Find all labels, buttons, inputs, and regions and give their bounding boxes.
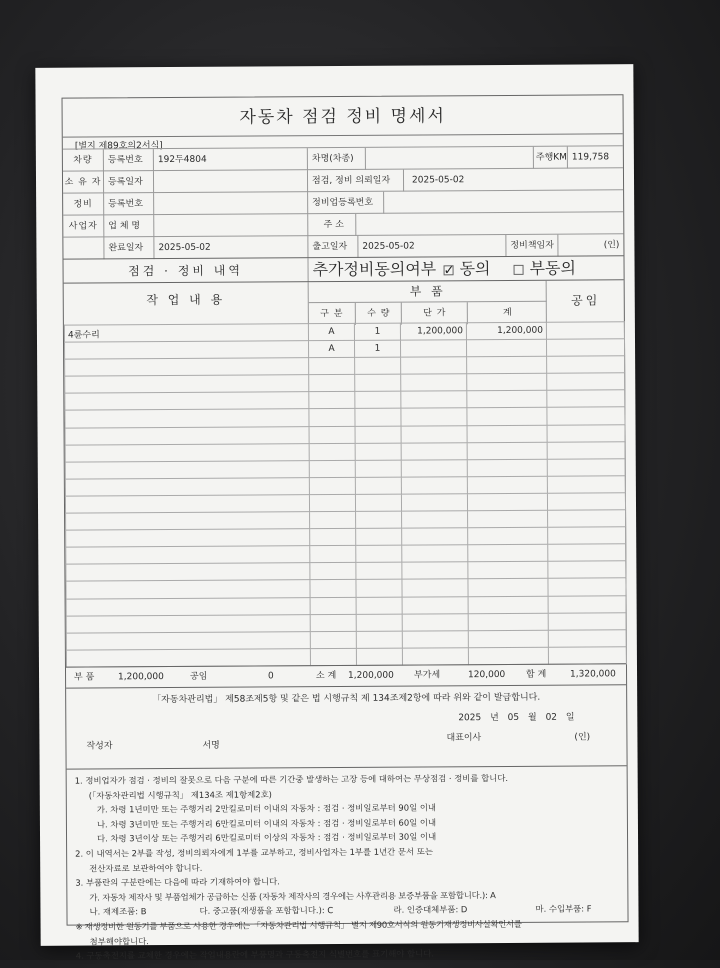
note-line: 1. 정비업자가 점검 · 정비의 잘못으로 다음 구분에 따른 기간중 발생하는 고장 등에 대하여는 무상점검 · 정비를 합니다.: [74, 772, 509, 786]
item-type-cell: [309, 409, 355, 426]
disagree-label: 부동의: [529, 258, 576, 278]
note-type-f: 마. 수입부품: F: [535, 903, 592, 915]
issue-year: 2025: [458, 713, 482, 724]
item-total-cell: [467, 408, 547, 426]
item-work-cell: [66, 614, 310, 633]
item-qty-cell: [355, 409, 401, 426]
item-work-cell: [65, 478, 309, 497]
item-unit-cell: [402, 511, 468, 528]
vat-value: 120,000: [468, 669, 506, 681]
item-work-cell: [65, 375, 309, 394]
vat-label: 부가세: [414, 670, 441, 681]
note-line: 2. 이 내역서는 2부를 작성, 정비의뢰자에게 1부를 교부하고, 정비사업자는 1부를 1년간 문서 또는: [75, 846, 433, 859]
note-line: 3. 부품란의 구분란에는 다음에 따라 기재하여야 합니다.: [75, 876, 280, 888]
column-header-row: [64, 279, 624, 325]
item-total-cell: [467, 476, 547, 494]
item-work-cell: [65, 495, 309, 514]
item-type-cell: [309, 477, 355, 494]
item-unit-cell: [402, 579, 468, 596]
item-unit-cell: [402, 647, 468, 664]
item-labor-cell: [547, 356, 625, 374]
repair-biz-reg-label: 정비업등록번호: [307, 192, 383, 214]
labor-total-label: 공임: [190, 671, 208, 682]
item-qty-cell: [356, 528, 402, 545]
item-qty-cell: [356, 648, 402, 665]
agree-checkbox[interactable]: [443, 262, 455, 278]
note-type-d: 라. 인증대체부품: D: [393, 904, 468, 916]
item-work-cell: [65, 426, 309, 445]
item-unit-cell: [402, 596, 468, 613]
check-mark-icon: ✓: [443, 262, 455, 278]
item-work-cell: [65, 392, 309, 411]
reg-date-label: 등록일자: [103, 171, 153, 193]
form-code: [별지 제89호의2서식]: [74, 141, 163, 152]
release-date-value: 2025-05-02: [357, 235, 505, 258]
owner-label: 소 유 자: [64, 177, 102, 188]
item-labor-cell: [548, 527, 626, 545]
manager-label: 정비책임자: [505, 235, 557, 257]
item-labor-cell: [548, 612, 626, 630]
disagree-option[interactable]: [509, 256, 623, 281]
note-type-b: 나. 재제조품: B: [89, 906, 147, 917]
item-qty-cell: [356, 545, 402, 562]
item-labor-cell: [547, 441, 625, 459]
item-qty-cell: [355, 477, 401, 494]
item-work-cell: [66, 580, 310, 599]
vehicle-label: 차량: [73, 155, 93, 166]
item-labor-cell: [548, 544, 626, 562]
item-work-cell: [65, 409, 309, 428]
item-qty-cell: [356, 580, 402, 597]
item-unit-cell: [401, 391, 467, 408]
col-qty: 수 량: [355, 303, 402, 325]
item-qty-cell: [356, 597, 402, 614]
labor-title: 공임: [546, 280, 625, 322]
item-type-cell: [309, 358, 355, 375]
item-qty-cell: [355, 426, 401, 443]
item-unit-cell: [402, 630, 468, 647]
reg-no-value: 192두4804: [153, 148, 307, 171]
item-qty-cell: [356, 631, 402, 648]
item-type-cell: [309, 443, 355, 460]
item-type-cell: [310, 580, 356, 597]
item-work-cell: [66, 529, 310, 548]
item-unit-cell: [402, 562, 468, 579]
item-total-cell: [468, 613, 548, 631]
item-work-cell: [66, 563, 310, 582]
note-line: 전산자료로 보관하여야 합니다.: [89, 862, 203, 874]
item-work-cell: 4륜수리: [64, 324, 308, 343]
totals-row: [66, 663, 626, 688]
note-line: 4. 구동축전지를 교체한 경우에는 작업내용란에 부품명과 구동축전지 식별번호를 표기해야 합니다.: [75, 948, 435, 961]
agree-option[interactable]: [439, 257, 509, 281]
sum-label: 합 계: [526, 669, 547, 680]
item-unit-cell: [401, 477, 467, 494]
item-qty-cell: [355, 357, 401, 374]
item-labor-cell: [547, 373, 625, 391]
complete-date-label: 완료일자: [103, 237, 153, 259]
company-label: 업 체 명: [103, 215, 153, 237]
item-work-cell: [66, 631, 310, 650]
repair-biz-reg-value: [383, 190, 623, 213]
agree-label: 동의: [459, 259, 491, 279]
rep-seal: (인): [574, 732, 591, 743]
col-unit: 단 가: [401, 302, 468, 324]
item-work-cell: [65, 460, 309, 479]
note-line: 첨부해야합니다.: [89, 935, 149, 947]
item-work-cell: [66, 597, 310, 616]
item-type-cell: [310, 546, 356, 563]
item-type-cell: [310, 631, 356, 648]
item-labor-cell: [547, 493, 625, 511]
item-total-cell: [468, 544, 548, 562]
rep-label: 대표이사: [446, 733, 482, 744]
item-type-cell: [309, 494, 355, 511]
address-label: 주 소: [307, 214, 355, 236]
item-unit-cell: [402, 528, 468, 545]
item-unit-cell: [400, 340, 466, 357]
item-work-cell: [65, 341, 309, 360]
labor-total-value: 0: [268, 671, 274, 682]
item-total-cell: [467, 391, 547, 409]
item-type-cell: [310, 648, 356, 665]
writer-label: 작성자: [86, 741, 113, 752]
col-total: 계: [467, 302, 548, 324]
disagree-checkbox[interactable]: [514, 264, 524, 274]
parts-total-value: 1,200,000: [118, 672, 164, 683]
item-unit-cell: [401, 459, 467, 476]
parts-title: 부 품: [409, 284, 446, 299]
item-work-cell: [66, 546, 310, 565]
issue-month: 05: [507, 712, 520, 723]
item-total-cell: [467, 356, 547, 374]
issue-date: [458, 710, 574, 724]
item-labor-cell: [548, 561, 626, 579]
item-qty-cell: [356, 511, 402, 528]
item-qty-cell: [355, 391, 401, 408]
note-line: 가. 자동차 제작사 및 부품업체가 공급하는 신품 (자동차 제작사의 경우에는 사후관리용 보증부품을 포함합니다.): A: [89, 889, 496, 903]
item-qty-cell: [356, 614, 402, 631]
item-total-cell: [467, 373, 547, 391]
detail-title: 점검 · 정비 내역: [128, 263, 244, 279]
repair-label-2: 사업자: [68, 221, 98, 232]
item-type-cell: A: [308, 323, 354, 340]
item-total-cell: [468, 630, 548, 648]
item-type-cell: [310, 614, 356, 631]
request-date-label: 점검, 정비 의뢰일자: [307, 170, 403, 193]
item-qty-cell: [356, 562, 402, 579]
item-unit-cell: [402, 613, 468, 630]
item-unit-cell: 1,200,000: [400, 323, 466, 340]
issue-day: 02: [545, 712, 558, 723]
item-type-cell: [310, 529, 356, 546]
item-total-cell: [468, 596, 548, 614]
mileage-value: 119,758: [567, 146, 623, 168]
note-line: 나. 차령 3년미만 또는 주행거리 6만킬로미터 이내의 자동차 : 점검 · 정비일로부터 60일 이내: [96, 817, 437, 830]
item-labor-cell: [548, 647, 626, 665]
item-work-cell: [65, 358, 309, 377]
item-unit-cell: [401, 408, 467, 425]
item-labor-cell: [547, 407, 625, 425]
form-frame: [62, 94, 629, 961]
item-total-cell: 1,200,000: [466, 322, 546, 340]
issue-statement: 「자동차관리법」 제58조제5항 및 같은 법 시행규칙 제 134조제2항에 따라 위와 같이 발급합니다.: [152, 692, 541, 706]
model-value: [365, 147, 533, 170]
item-qty-cell: [355, 374, 401, 391]
item-type-cell: [310, 511, 356, 528]
item-total-cell: [468, 527, 548, 545]
model-label: 차명(차종): [307, 148, 365, 170]
item-labor-cell: [548, 629, 626, 647]
item-work-cell: [66, 648, 310, 667]
item-type-cell: [309, 392, 355, 409]
item-unit-cell: [401, 494, 467, 511]
item-total-cell: [468, 579, 548, 597]
item-work-cell: [66, 512, 310, 531]
note-line: ※ 재생정비한 원동기를 부품으로 사용한 경우에는 「자동차관리법 시행규칙」 별지 제90호서식의 원동기재생정비사실확인서를: [75, 918, 522, 932]
note-line: (「자동차관리법 시행규칙」 제134조 제1항제2호): [88, 788, 272, 801]
item-total-cell: [467, 459, 547, 477]
item-total-cell: [466, 339, 546, 357]
item-labor-cell: [547, 458, 625, 476]
work-title: 작 업 내 용: [146, 292, 226, 308]
item-type-cell: [309, 375, 355, 392]
item-work-cell: [65, 443, 309, 462]
item-unit-cell: [401, 442, 467, 459]
item-unit-cell: [401, 425, 467, 442]
repair-reg-value: [153, 192, 307, 215]
month-label: 월: [527, 712, 537, 723]
item-qty-cell: [355, 460, 401, 477]
item-labor-cell: [547, 476, 625, 494]
item-total-cell: [467, 425, 547, 443]
item-unit-cell: [401, 357, 467, 374]
item-total-cell: [467, 493, 547, 511]
item-total-cell: [467, 442, 547, 460]
sign-label: 서명: [202, 740, 220, 751]
item-type-cell: A: [308, 340, 354, 357]
release-date-label: 출고일자: [307, 236, 357, 258]
item-labor-cell: [546, 322, 624, 340]
year-label: 년: [490, 713, 499, 724]
repair-label-1: 정비: [73, 199, 93, 210]
sum-value: 1,320,000: [570, 669, 616, 680]
item-total-cell: [468, 562, 548, 580]
subtotal-label: 소 계: [316, 671, 337, 682]
repair-reg-label: 등록번호: [103, 193, 153, 215]
item-unit-cell: [402, 545, 468, 562]
item-qty-cell: [355, 443, 401, 460]
item-qty-cell: 1: [354, 340, 400, 357]
address-value: [355, 212, 623, 236]
item-qty-cell: [355, 494, 401, 511]
item-type-cell: [310, 597, 356, 614]
consent-label: 추가정비동의여부: [307, 257, 439, 282]
complete-date-value: 2025-05-02: [153, 236, 307, 259]
document-paper: [35, 64, 638, 961]
note-type-c: 다. 중고품(재생품을 포함합니다.): C: [199, 905, 334, 917]
reg-no-label: 등록번호: [103, 149, 153, 171]
item-labor-cell: [546, 339, 624, 357]
item-type-cell: [310, 563, 356, 580]
item-labor-cell: [548, 578, 626, 596]
document-title: 자동차 점검 정비 명세서: [63, 97, 623, 137]
reg-date-value: [153, 170, 307, 193]
item-labor-cell: [547, 424, 625, 442]
subtotal-value: 1,200,000: [348, 670, 394, 681]
item-total-cell: [468, 510, 548, 528]
item-labor-cell: [547, 390, 625, 408]
item-labor-cell: [548, 595, 626, 613]
item-type-cell: [309, 460, 355, 477]
note-line: 가. 차령 1년미만 또는 주행거리 2만킬로미터 이내의 자동차 : 점검 · 정비일로부터 90일 이내: [96, 802, 437, 815]
item-unit-cell: [401, 374, 467, 391]
col-type: 구 분: [320, 308, 344, 320]
item-qty-cell: 1: [354, 323, 400, 340]
request-date-value: 2025-05-02: [403, 168, 623, 191]
items-table: [64, 321, 627, 667]
parts-header: [308, 281, 547, 324]
item-labor-cell: [548, 510, 626, 528]
item-total-cell: [468, 647, 548, 665]
day-label: 일: [565, 712, 575, 723]
company-value: [153, 214, 307, 237]
parts-total-label: 부 품: [74, 672, 95, 683]
notes-block: [67, 765, 628, 967]
item-type-cell: [309, 426, 355, 443]
manager-seal: (인): [557, 234, 623, 256]
note-line: 다. 차령 3년이상 또는 주행거리 6만킬로미터 이상의 자동차 : 점검 · 정비일로부터 30일 이내: [97, 831, 437, 844]
mileage-label: 주행KM: [533, 147, 567, 169]
